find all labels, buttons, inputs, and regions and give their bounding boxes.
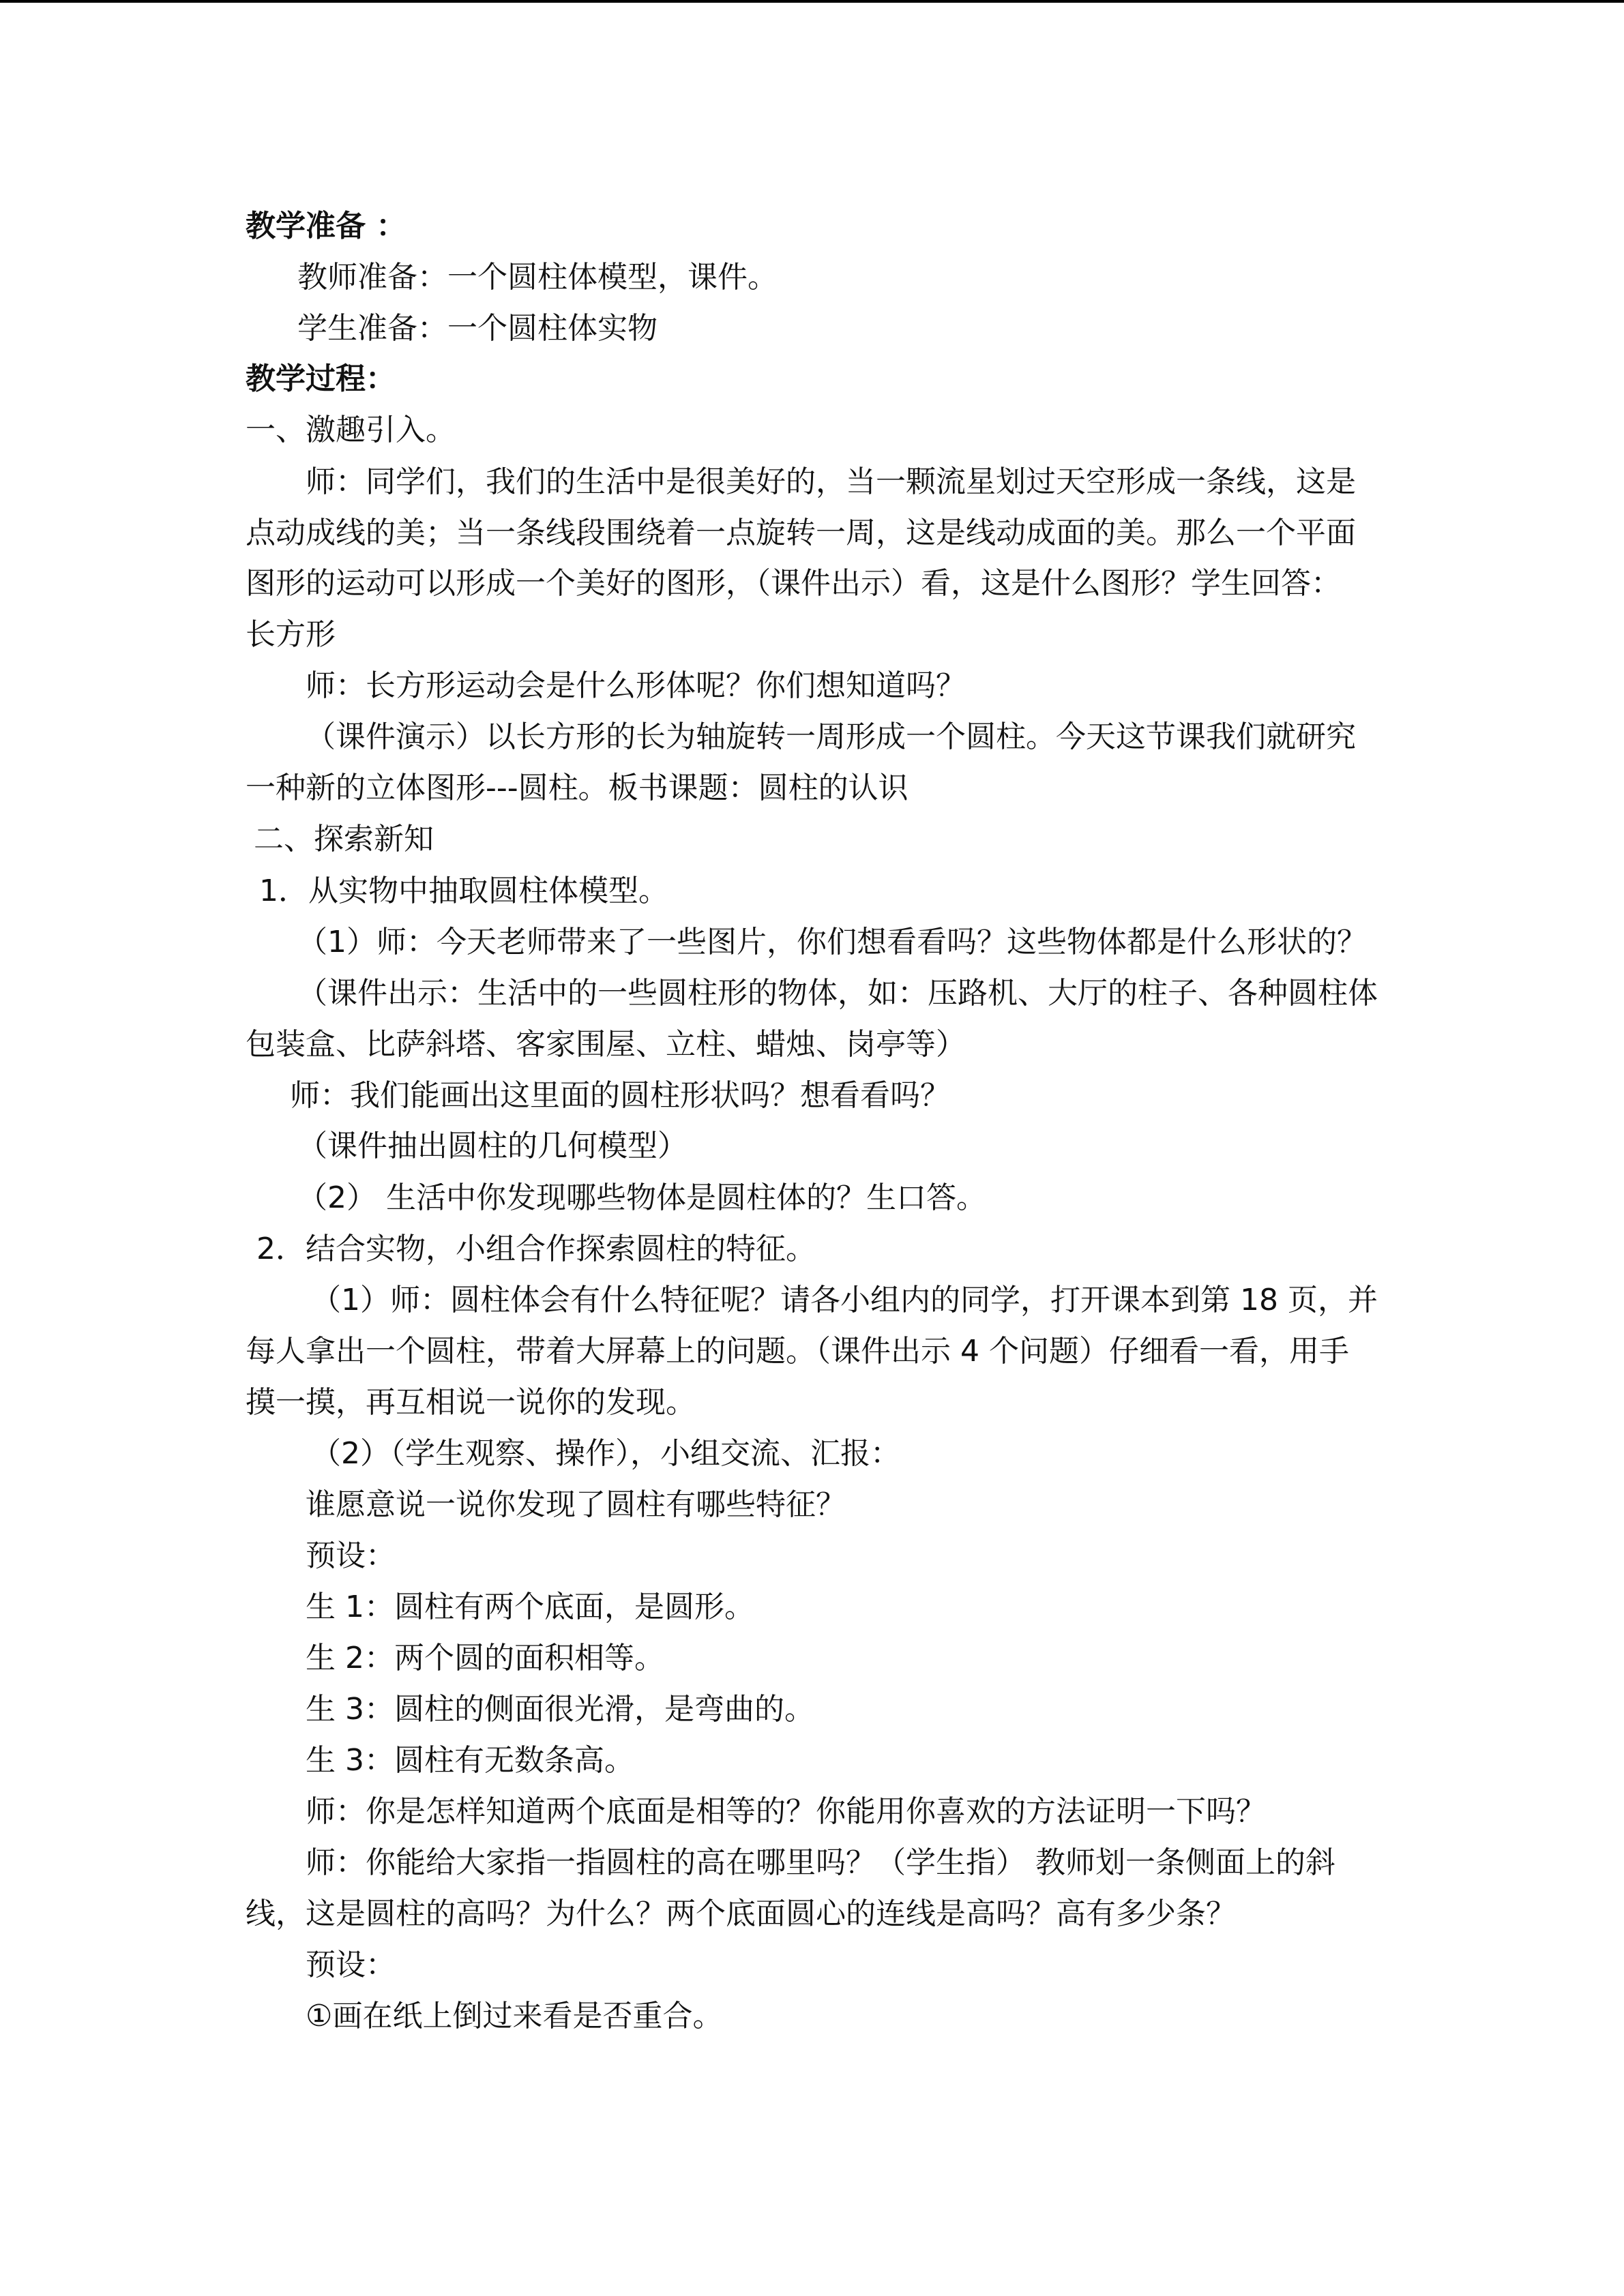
teacher-preparation-line: 教师准备：一个圆柱体模型，课件。 <box>297 260 778 295</box>
heading-teaching-preparation: 教学准备 ： <box>246 209 407 243</box>
paragraph-line: （1）师：今天老师带来了一些图片，你们想看看吗？这些物体都是什么形状的？ <box>297 925 1367 959</box>
paragraph-line: （2） 生活中你发现哪些物体是圆柱体的？生口答。 <box>297 1180 986 1215</box>
paragraph-line: 长方形 <box>246 617 336 652</box>
paragraph-line: 生 1：圆柱有两个底面，是圆形。 <box>306 1590 754 1624</box>
heading-teaching-process: 教学过程： <box>246 361 396 396</box>
paragraph-line: （2）（学生观察、操作），小组交流、汇报： <box>311 1436 900 1471</box>
paragraph-line: 师：你是怎样知道两个底面是相等的？你能用你喜欢的方法证明一下吗？ <box>306 1794 1266 1829</box>
paragraph-line: （课件出示：生活中的一些圆柱形的物体，如：压路机、大厅的柱子、各种圆柱体 <box>297 976 1378 1011</box>
section-2-title: 二、探索新知 <box>254 822 434 856</box>
paragraph-line: 一种新的立体图形---圆柱。板书课题：圆柱的认识 <box>246 771 909 805</box>
paragraph-line: 生 2：两个圆的面积相等。 <box>306 1641 664 1675</box>
paragraph-line: ①画在纸上倒过来看是否重合。 <box>306 1999 723 2033</box>
paragraph-line: 点动成线的美；当一条线段围绕着一点旋转一周，这是线动成面的美。那么一个平面 <box>246 516 1356 550</box>
paragraph-line: 预设： <box>306 1538 396 1573</box>
paragraph-line: 生 3：圆柱的侧面很光滑，是弯曲的。 <box>306 1692 814 1727</box>
paragraph-line: 师：我们能画出这里面的圆柱形状吗？想看看吗？ <box>290 1078 950 1113</box>
paragraph-line: 预设： <box>306 1948 396 1982</box>
paragraph-line: 师：同学们，我们的生活中是很美好的，当一颗流星划过天空形成一条线，这是 <box>306 464 1356 499</box>
paragraph-line: 师：长方形运动会是什么形体呢？你们想知道吗？ <box>306 668 966 703</box>
subsection-1-title: 1．从实物中抽取圆柱体模型。 <box>259 874 668 908</box>
paragraph-line: 每人拿出一个圆柱，带着大屏幕上的问题。（课件出示 4 个问题）仔细看一看，用手 <box>246 1334 1349 1369</box>
student-preparation-line: 学生准备：一个圆柱体实物 <box>297 311 658 346</box>
paragraph-line: （课件演示）以长方形的长为轴旋转一周形成一个圆柱。今天这节课我们就研究 <box>306 719 1356 754</box>
paragraph-line: 谁愿意说一说你发现了圆柱有哪些特征？ <box>306 1487 846 1522</box>
paragraph-line: 包装盒、比萨斜塔、客家围屋、立柱、蜡烛、岗亭等） <box>246 1027 966 1062</box>
section-1-title: 一、激趣引入。 <box>246 413 456 447</box>
paragraph-line: （课件抽出圆柱的几何模型） <box>297 1129 688 1163</box>
paragraph-line: 线，这是圆柱的高吗？为什么？两个底面圆心的连线是高吗？高有多少条？ <box>246 1896 1236 1931</box>
paragraph-line: 师：你能给大家指一指圆柱的高在哪里吗？（学生指） 教师划一条侧面上的斜 <box>306 1845 1335 1880</box>
subsection-2-title: 2．结合实物，小组合作探索圆柱的特征。 <box>256 1232 816 1266</box>
paragraph-line: 生 3：圆柱有无数条高。 <box>306 1743 634 1778</box>
paragraph-line: 摸一摸，再互相说一说你的发现。 <box>246 1385 696 1420</box>
paragraph-line: 图形的运动可以形成一个美好的图形，（课件出示）看，这是什么图形？学生回答： <box>246 566 1341 601</box>
paragraph-line: （1）师：圆柱体会有什么特征呢？请各小组内的同学，打开课本到第 18 页，并 <box>311 1283 1378 1317</box>
